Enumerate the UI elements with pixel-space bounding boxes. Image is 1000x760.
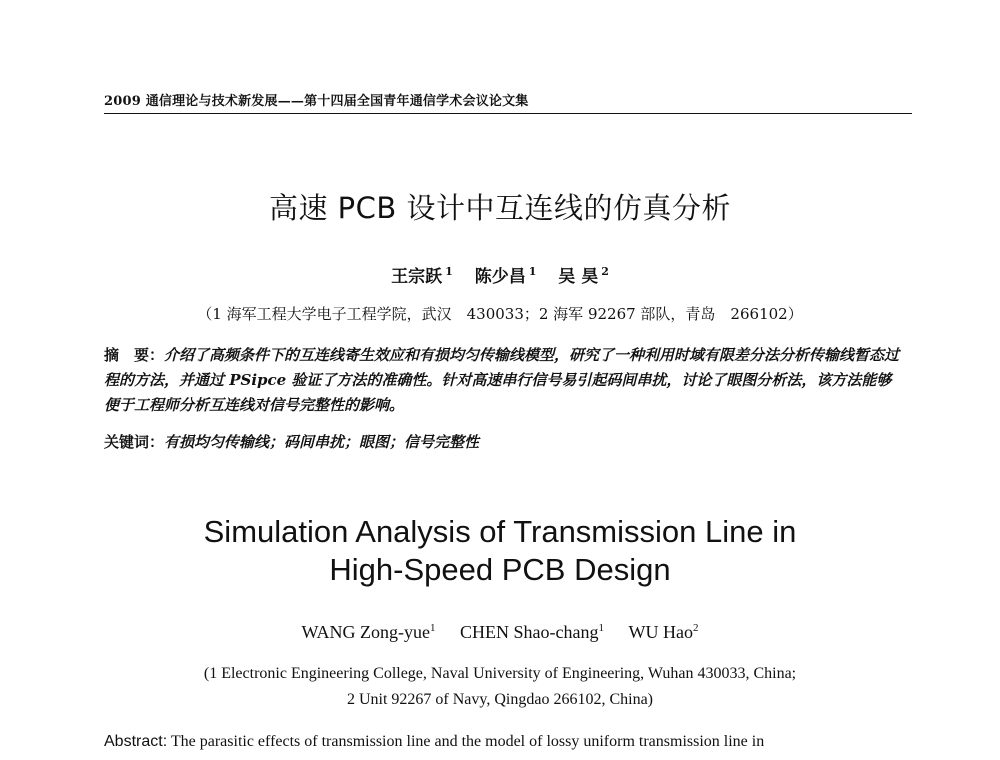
chinese-keywords-text: 有损均匀传输线；码间串扰；眼图；信号完整性 (164, 433, 480, 451)
author-1-cn-affil-mark: 1 (445, 265, 453, 279)
author-3-cn: 吴 昊 $^2$ (558, 265, 609, 287)
english-title-line-1: Simulation Analysis of Transmission Line in (203, 514, 797, 549)
english-title (0, 513, 1000, 589)
chinese-title: 高速 PCB 设计中互连线的仿真分析 (268, 191, 732, 225)
english-authors (0, 622, 1000, 643)
chinese-abstract (104, 343, 904, 418)
english-abstract-text: The parasitic effects of transmission line and the model of lossy uniform transmission line in (170, 733, 765, 750)
chinese-affiliation: （1 海军工程大学电子工程学院，武汉 430033；2 海军 92267 部队，青岛 266102） (197, 305, 803, 323)
chinese-keywords-label: 关键词： (104, 433, 165, 451)
english-abstract (104, 733, 904, 751)
author-1-cn: 王宗跃 $^1$ (391, 265, 453, 287)
author-2-cn-affil-mark: 1 (528, 265, 537, 279)
chinese-keywords (104, 431, 904, 452)
running-head: 2009 通信理论与技术新发展——第十四届全国青年通信学术会议论文集 (104, 90, 912, 114)
author-3-en: WU Hao$^2$ (628, 622, 699, 642)
chinese-authors (0, 262, 1000, 287)
author-1-en-affil-mark: 1 (430, 622, 436, 634)
english-affiliation-line-1: (1 Electronic Engineering College, Naval University of Engineering, Wuhan 430033, China; (203, 665, 797, 682)
english-abstract-label: Abstract: (104, 733, 168, 750)
author-1-en: WANG Zong-yue$^1$ (301, 622, 436, 642)
author-2-en-affil-mark: 1 (598, 622, 604, 634)
english-title-line-2: High-Speed PCB Design (329, 552, 671, 587)
chinese-abstract-text: 介绍了高频条件下的互连线寄生效应和有损均匀传输线模型，研究了一种利用时域有限差分法分析传输线暂态过程的方法，并通过 PSipce 验证了方法的准确性。针对高速串行信号易引起码间串扰，讨论了眼图分析法，该方法能够便于工程师分析互连线对信号完整性的影响。 (104, 346, 900, 414)
author-2-en: CHEN Shao-chang$^1$ (460, 622, 604, 642)
english-affiliation-line-2: 2 Unit 92267 of Navy, Qingdao 266102, China) (346, 691, 654, 708)
author-3-en-affil-mark: 2 (692, 622, 699, 634)
author-3-cn-affil-mark: 2 (601, 265, 609, 279)
author-2-cn: 陈少昌 $^1$ (474, 265, 537, 287)
chinese-abstract-label: 摘 要： (104, 346, 165, 364)
english-affiliation (0, 661, 1000, 713)
